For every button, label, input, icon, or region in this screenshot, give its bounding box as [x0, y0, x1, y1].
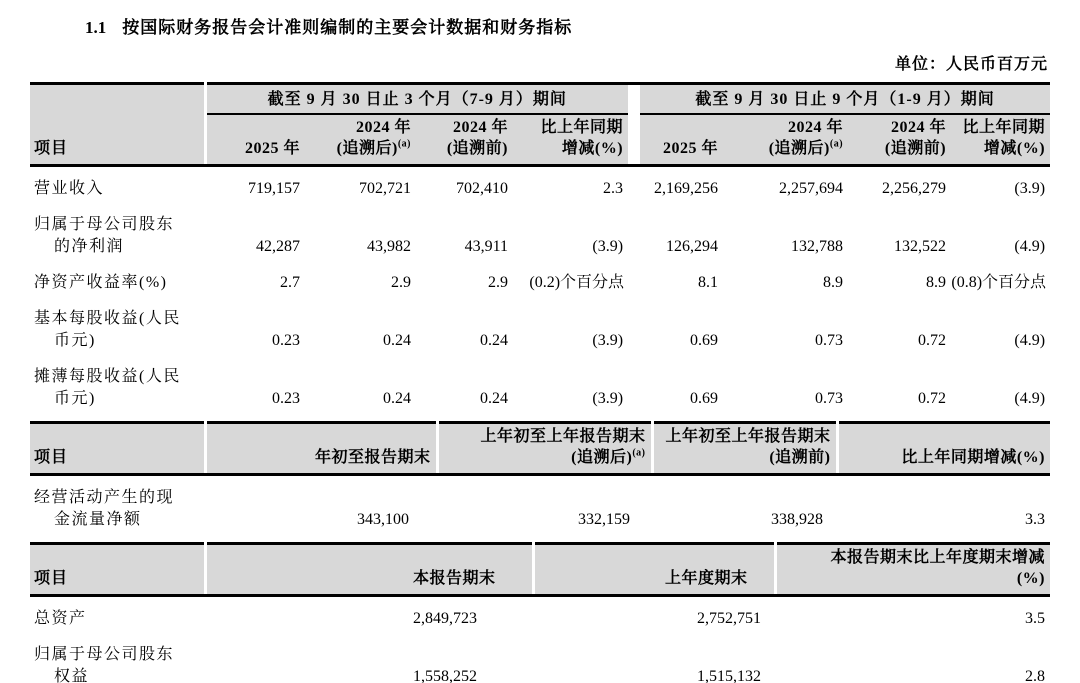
- value-cell: 132,522: [894, 238, 947, 255]
- group-header-9m: 截至 9 月 30 日止 9 个月（1-9 月）期间: [640, 84, 1050, 115]
- column-header-ytd: 年初至报告期末: [205, 423, 437, 475]
- value-cell: 8.1: [698, 274, 719, 291]
- column-header-2024-restated-9m: 2024 年 (追溯后)$^{(a)}$: [723, 114, 848, 166]
- value-cell: 702,410: [456, 180, 508, 197]
- value-cell: (3.9): [592, 390, 624, 407]
- gap-cell: [628, 301, 640, 359]
- value-cell: 702,721: [359, 180, 411, 197]
- value-cell: 132,788: [791, 238, 844, 255]
- table-row-total-assets: [30, 596, 1050, 638]
- table-row-operating-income: [30, 166, 1050, 208]
- value-cell: 3.3: [1025, 511, 1045, 528]
- table-row-operating-cashflow: [30, 475, 1050, 543]
- value-cell: 0.23: [272, 390, 300, 407]
- row-label: 营业收入: [34, 180, 105, 197]
- column-header-prior-year-end: 上年度期末: [533, 544, 775, 596]
- value-cell: 338,928: [771, 511, 823, 528]
- value-cell: 0.72: [918, 390, 947, 407]
- value-cell: 0.24: [480, 332, 508, 349]
- column-header-prior-restated: 上年初至上年报告期末 (追溯后)$^{(a)}$: [437, 423, 652, 475]
- table-row-basic-eps: [30, 301, 1050, 359]
- gap-cell: [628, 166, 640, 208]
- balance-sheet-table: [30, 542, 1050, 683]
- value-cell: (0.2)个百分点: [529, 274, 625, 291]
- gap-cell: [628, 359, 640, 421]
- value-cell: 343,100: [357, 511, 409, 528]
- value-cell: 126,294: [666, 238, 719, 255]
- value-cell: 8.9: [926, 274, 947, 291]
- item-column-header: 项目: [30, 544, 205, 596]
- value-cell: 8.9: [823, 274, 844, 291]
- group-header-row: [30, 84, 1050, 115]
- value-cell: 2.9: [391, 274, 411, 291]
- table-row-equity-parent: [30, 637, 1050, 683]
- gap-cell: [628, 207, 640, 265]
- cashflow-table: [30, 421, 1050, 542]
- value-cell: 0.24: [383, 332, 411, 349]
- value-cell: 1,515,132: [697, 668, 761, 683]
- value-cell: 0.24: [480, 390, 508, 407]
- item-column-header: 项目: [30, 423, 205, 475]
- value-cell: 0.72: [918, 332, 947, 349]
- value-cell: (3.9): [1014, 180, 1046, 197]
- value-cell: 0.23: [272, 332, 300, 349]
- value-cell: 42,287: [256, 238, 300, 255]
- column-header-2024-restated-3m: 2024 年 (追溯后)$^{(a)}$: [305, 114, 416, 166]
- value-cell: 719,157: [248, 180, 300, 197]
- section-number: 1.1: [85, 18, 107, 37]
- value-cell: 1,558,252: [413, 668, 477, 683]
- value-cell: 2,752,751: [697, 610, 761, 627]
- footnote-marker-a: (a): [632, 447, 646, 459]
- gap-cell: [628, 265, 640, 301]
- value-cell: 2,849,723: [413, 610, 477, 627]
- row-label: 摊薄每股收益(人民 币元): [34, 368, 181, 407]
- value-cell: 2.3: [603, 180, 624, 197]
- value-cell: 2,256,279: [882, 180, 947, 197]
- item-column-header: 项目: [30, 84, 205, 166]
- value-cell: 2.8: [1025, 668, 1045, 683]
- value-cell: 2,257,694: [779, 180, 844, 197]
- footnote-marker-a: (a): [829, 138, 844, 150]
- row-label: 归属于母公司股东 权益: [34, 646, 175, 683]
- row-label: 总资产: [34, 610, 87, 627]
- row-label: 归属于母公司股东 的净利润: [34, 216, 175, 255]
- column-header-2025-9m: 2025 年: [640, 114, 723, 166]
- value-cell: 0.73: [815, 390, 844, 407]
- group-gap: [628, 84, 640, 166]
- value-cell: (4.9): [1014, 390, 1046, 407]
- value-cell: (4.9): [1014, 332, 1046, 349]
- footnote-marker-a: (a): [397, 138, 411, 150]
- row-label: 经营活动产生的现 金流量净额: [34, 489, 175, 528]
- value-cell: 43,911: [464, 238, 508, 255]
- value-cell: (3.9): [592, 238, 624, 255]
- table-row-return-on-equity: [30, 265, 1050, 301]
- value-cell: (3.9): [592, 332, 624, 349]
- value-cell: 332,159: [578, 511, 630, 528]
- value-cell: 2.9: [488, 274, 508, 291]
- column-header-prior-original: 上年初至上年报告期末 (追溯前): [652, 423, 837, 475]
- header-row: [30, 544, 1050, 596]
- header-row: [30, 423, 1050, 475]
- value-cell: 0.73: [815, 332, 844, 349]
- row-label: 净资产收益率(%): [34, 274, 168, 291]
- column-header-2025-3m: 2025 年: [205, 114, 305, 166]
- value-cell: 3.5: [1025, 610, 1045, 627]
- section-title-text: 按国际财务报告会计准则编制的主要会计数据和财务指标: [122, 18, 573, 37]
- table-row-diluted-eps: [30, 359, 1050, 421]
- row-label: 基本每股收益(人民 币元): [34, 310, 181, 349]
- value-cell: 0.24: [383, 390, 411, 407]
- value-cell: 43,982: [367, 238, 411, 255]
- unit-note: 单位：人民币百万元: [894, 56, 1048, 73]
- value-cell: (0.8)个百分点: [951, 274, 1047, 291]
- quarterly-results-table: [30, 82, 1050, 421]
- column-header-yoy-9m: 比上年同期 增减(%): [951, 114, 1050, 166]
- value-cell: 2.7: [280, 274, 300, 291]
- group-header-3m: 截至 9 月 30 日止 3 个月（7-9 月）期间: [205, 84, 628, 115]
- column-header-yoy: 比上年同期增减(%): [837, 423, 1050, 475]
- column-header-period-end: 本报告期末: [205, 544, 533, 596]
- value-cell: 2,169,256: [654, 180, 719, 197]
- column-header-2024-original-9m: 2024 年 (追溯前): [848, 114, 951, 166]
- value-cell: 0.69: [690, 332, 719, 349]
- column-header-yoy-3m: 比上年同期 增减(%): [513, 114, 628, 166]
- value-cell: 0.69: [690, 390, 719, 407]
- value-cell: (4.9): [1014, 238, 1046, 255]
- table-row-net-profit-parent: [30, 207, 1050, 265]
- column-header-change: 本报告期末比上年度期末增减 (%): [775, 544, 1050, 596]
- column-header-2024-original-3m: 2024 年 (追溯前): [416, 114, 513, 166]
- section-title: [30, 13, 1050, 38]
